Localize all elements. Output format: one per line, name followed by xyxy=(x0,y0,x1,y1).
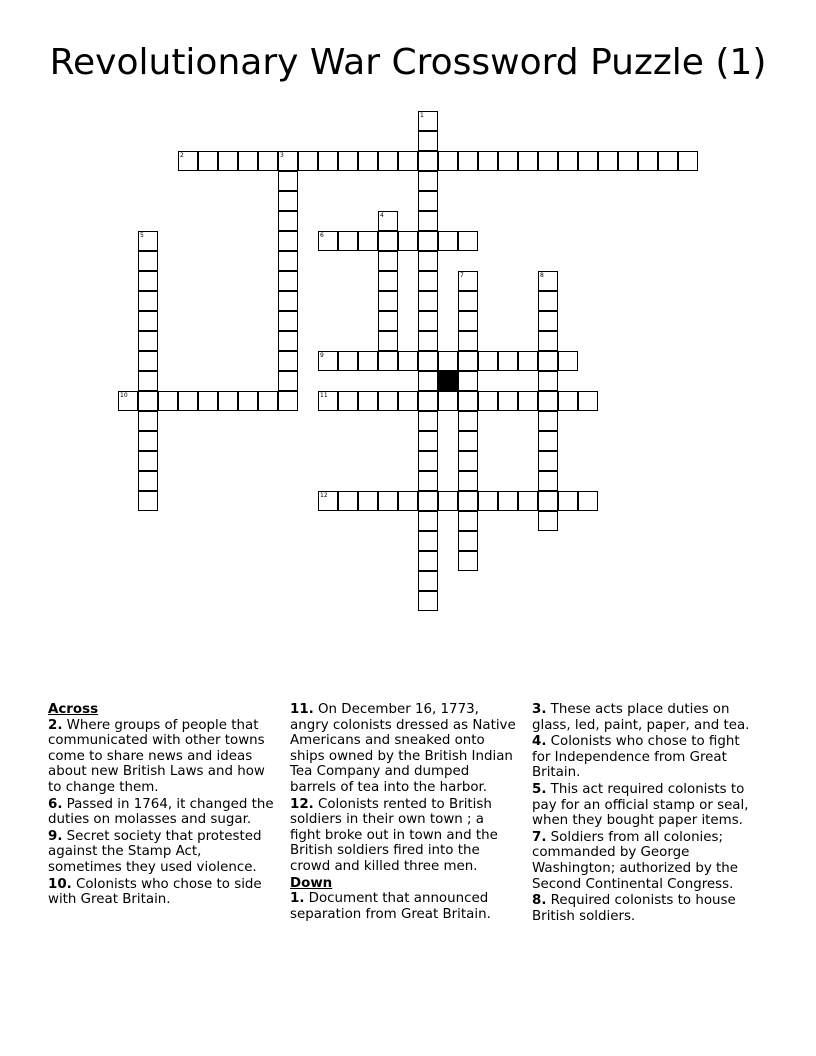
crossword-cell[interactable] xyxy=(418,231,438,251)
crossword-cell[interactable] xyxy=(578,151,598,171)
crossword-cell[interactable] xyxy=(418,171,438,191)
crossword-cell[interactable] xyxy=(478,151,498,171)
clue-across-12 xyxy=(290,797,518,875)
crossword-cell[interactable] xyxy=(458,371,478,391)
crossword-cell[interactable] xyxy=(278,351,298,371)
clue-text: Document that announced separation from Great Britain. xyxy=(290,891,491,922)
crossword-cell[interactable] xyxy=(338,491,358,511)
crossword-cell[interactable] xyxy=(418,571,438,591)
crossword-cell[interactable] xyxy=(438,391,458,411)
crossword-cell[interactable] xyxy=(678,151,698,171)
clue-text: Colonists who chose to side with Great Britain. xyxy=(48,876,262,908)
clue-text: Required colonists to house British soldiers. xyxy=(532,893,736,924)
crossword-cell[interactable] xyxy=(198,151,218,171)
crossword-cell[interactable] xyxy=(358,391,378,411)
crossword-cell[interactable] xyxy=(498,391,518,411)
crossword-cell[interactable] xyxy=(238,391,258,411)
crossword-cell[interactable] xyxy=(418,511,438,531)
clue-number: 4. xyxy=(532,734,547,750)
crossword-cell[interactable] xyxy=(378,331,398,351)
crossword-cell[interactable] xyxy=(278,391,298,411)
crossword-cell[interactable] xyxy=(418,131,438,151)
crossword-cell[interactable] xyxy=(558,151,578,171)
crossword-cell[interactable] xyxy=(358,351,378,371)
crossword-cell[interactable] xyxy=(418,111,438,131)
clue-across-11 xyxy=(290,702,518,796)
across-heading: Across xyxy=(48,702,99,717)
clue-text: Passed in 1764, it changed the duties on molasses and sugar. xyxy=(48,796,274,828)
cell-number: 3 xyxy=(280,152,284,159)
crossword-cell[interactable] xyxy=(418,351,438,371)
crossword-cell[interactable] xyxy=(138,411,158,431)
crossword-cell[interactable] xyxy=(518,491,538,511)
crossword-cell[interactable] xyxy=(458,431,478,451)
crossword-cell[interactable] xyxy=(658,151,678,171)
crossword-cell[interactable] xyxy=(418,271,438,291)
crossword-cell[interactable] xyxy=(458,551,478,571)
crossword-cell[interactable] xyxy=(398,151,418,171)
crossword-cell[interactable] xyxy=(418,411,438,431)
clue-number: 11. xyxy=(290,702,314,717)
crossword-cell[interactable] xyxy=(498,151,518,171)
cell-number: 12 xyxy=(320,492,328,499)
cell-number: 4 xyxy=(380,212,384,219)
crossword-cell[interactable] xyxy=(138,491,158,511)
crossword-cell[interactable] xyxy=(378,211,398,231)
crossword-cell[interactable] xyxy=(538,411,558,431)
clue-number: 12. xyxy=(290,796,314,812)
crossword-cell[interactable] xyxy=(138,231,158,251)
cell-number: 7 xyxy=(460,272,464,279)
crossword-cell[interactable] xyxy=(258,151,278,171)
crossword-cell[interactable] xyxy=(458,351,478,371)
crossword-cell[interactable] xyxy=(118,391,138,411)
black-cell xyxy=(438,371,458,391)
clue-number: 6. xyxy=(48,796,63,812)
crossword-cell[interactable] xyxy=(438,491,458,511)
crossword-cell[interactable] xyxy=(458,411,478,431)
crossword-cell[interactable] xyxy=(138,351,158,371)
crossword-cell[interactable] xyxy=(538,491,558,511)
crossword-cell[interactable] xyxy=(438,231,458,251)
clue-across-6 xyxy=(48,797,276,828)
crossword-cell[interactable] xyxy=(418,311,438,331)
crossword-cell[interactable] xyxy=(418,371,438,391)
cell-number: 2 xyxy=(180,152,184,159)
clues-column-1 xyxy=(48,702,276,909)
crossword-cell[interactable] xyxy=(218,151,238,171)
cell-number: 9 xyxy=(320,352,324,359)
cell-number: 5 xyxy=(140,232,144,239)
crossword-cell[interactable] xyxy=(538,451,558,471)
clue-down-1 xyxy=(290,891,518,922)
crossword-cell[interactable] xyxy=(418,491,438,511)
crossword-cell[interactable] xyxy=(578,491,598,511)
clue-number: 8. xyxy=(532,893,547,909)
crossword-cell[interactable] xyxy=(538,511,558,531)
crossword-cell[interactable] xyxy=(378,151,398,171)
clue-number: 7. xyxy=(532,829,547,845)
crossword-cell[interactable] xyxy=(378,271,398,291)
clue-across-9 xyxy=(48,829,276,876)
cell-number: 1 xyxy=(420,112,424,119)
clue-text: Secret society that protested against the Stamp Act, sometimes they used violence. xyxy=(48,828,262,875)
crossword-cell[interactable] xyxy=(158,391,178,411)
crossword-cell[interactable] xyxy=(138,271,158,291)
crossword-cell[interactable] xyxy=(218,391,238,411)
crossword-cell[interactable] xyxy=(418,391,438,411)
crossword-cell[interactable] xyxy=(278,211,298,231)
crossword-cell[interactable] xyxy=(138,451,158,471)
crossword-cell[interactable] xyxy=(458,471,478,491)
clue-text: On December 16, 1773, angry colonists dressed as Native Americans and sneaked onto ships owned by the British Indian Tea Company and dumped barrels of tea into the harbor. xyxy=(290,702,516,795)
cell-number: 6 xyxy=(320,232,324,239)
crossword-cell[interactable] xyxy=(138,391,158,411)
clue-text: This act required colonists to pay for an official stamp or seal, when they bought paper items. xyxy=(532,781,749,829)
clue-number: 5. xyxy=(532,781,547,797)
crossword-cell[interactable] xyxy=(178,391,198,411)
clue-number: 3. xyxy=(532,702,547,717)
crossword-cell[interactable] xyxy=(558,351,578,371)
crossword-cell[interactable] xyxy=(138,311,158,331)
crossword-cell[interactable] xyxy=(458,511,478,531)
crossword-cell[interactable] xyxy=(538,471,558,491)
crossword-cell[interactable] xyxy=(398,491,418,511)
crossword-cell[interactable] xyxy=(418,531,438,551)
crossword-cell[interactable] xyxy=(458,151,478,171)
crossword-cell[interactable] xyxy=(418,331,438,351)
crossword-cell[interactable] xyxy=(398,391,418,411)
crossword-cell[interactable] xyxy=(418,151,438,171)
clue-text: Colonists rented to British soldiers in their own town ; a fight broke out in town and the British soldiers fired into the crowd and killed three men. xyxy=(290,796,498,874)
crossword-cell[interactable] xyxy=(518,391,538,411)
crossword-cell[interactable] xyxy=(138,331,158,351)
crossword-cell[interactable] xyxy=(178,151,198,171)
crossword-cell[interactable] xyxy=(538,271,558,291)
crossword-cell[interactable] xyxy=(498,491,518,511)
crossword-cell[interactable] xyxy=(458,531,478,551)
crossword-cell[interactable] xyxy=(418,471,438,491)
clue-number: 9. xyxy=(48,828,63,844)
crossword-cell[interactable] xyxy=(538,331,558,351)
crossword-cell[interactable] xyxy=(578,391,598,411)
crossword-cell[interactable] xyxy=(338,391,358,411)
crossword-cell[interactable] xyxy=(538,311,558,331)
crossword-cell[interactable] xyxy=(458,311,478,331)
clue-down-8 xyxy=(532,893,760,924)
clue-number: 1. xyxy=(290,891,305,907)
clue-text: Soldiers from all colonies; commanded by George Washington; authorized by the Second Continental Congress. xyxy=(532,829,738,892)
crossword-cell[interactable] xyxy=(418,291,438,311)
clue-text: Colonists who chose to fight for Independence from Great Britain. xyxy=(532,734,740,781)
crossword-cell[interactable] xyxy=(318,351,338,371)
down-heading: Down xyxy=(290,875,333,891)
clue-down-3 xyxy=(532,702,760,733)
clue-across-10 xyxy=(48,877,276,908)
crossword-cell[interactable] xyxy=(138,431,158,451)
clue-text: These acts place duties on glass, led, paint, paper, and tea. xyxy=(532,702,750,733)
crossword-cell[interactable] xyxy=(458,291,478,311)
crossword-cell[interactable] xyxy=(138,471,158,491)
crossword-cell[interactable] xyxy=(338,151,358,171)
crossword-cell[interactable] xyxy=(538,391,558,411)
crossword-cell[interactable] xyxy=(298,151,318,171)
crossword-cell[interactable] xyxy=(318,231,338,251)
crossword-cell[interactable] xyxy=(458,451,478,471)
crossword-cell[interactable] xyxy=(478,351,498,371)
crossword-cell[interactable] xyxy=(538,291,558,311)
crossword-cell[interactable] xyxy=(358,231,378,251)
crossword-cell[interactable] xyxy=(458,271,478,291)
clues-column-2 xyxy=(290,702,518,923)
crossword-cell[interactable] xyxy=(278,171,298,191)
crossword-cell[interactable] xyxy=(458,231,478,251)
crossword-cell[interactable] xyxy=(138,251,158,271)
crossword-cell[interactable] xyxy=(518,351,538,371)
crossword-cell[interactable] xyxy=(538,371,558,391)
crossword-cell[interactable] xyxy=(278,291,298,311)
crossword-cell[interactable] xyxy=(438,151,458,171)
crossword-cell[interactable] xyxy=(358,151,378,171)
cell-number: 11 xyxy=(320,392,328,399)
crossword-cell[interactable] xyxy=(378,351,398,371)
crossword-cell[interactable] xyxy=(418,451,438,471)
clue-across-2 xyxy=(48,718,276,796)
crossword-cell[interactable] xyxy=(478,391,498,411)
crossword-cell[interactable] xyxy=(398,351,418,371)
cell-number: 8 xyxy=(540,272,544,279)
crossword-cell[interactable] xyxy=(418,191,438,211)
crossword-cell[interactable] xyxy=(278,311,298,331)
crossword-cell[interactable] xyxy=(378,231,398,251)
crossword-cell[interactable] xyxy=(418,431,438,451)
crossword-cell[interactable] xyxy=(318,151,338,171)
clue-down-7 xyxy=(532,830,760,892)
crossword-cell[interactable] xyxy=(358,491,378,511)
crossword-cell[interactable] xyxy=(338,231,358,251)
crossword-cell[interactable] xyxy=(278,271,298,291)
crossword-cell[interactable] xyxy=(458,331,478,351)
crossword-cell[interactable] xyxy=(598,151,618,171)
crossword-cell[interactable] xyxy=(418,251,438,271)
crossword-cell[interactable] xyxy=(378,391,398,411)
crossword-cell[interactable] xyxy=(278,331,298,351)
crossword-cell[interactable] xyxy=(498,351,518,371)
crossword-cell[interactable] xyxy=(278,371,298,391)
clue-down-4 xyxy=(532,734,760,781)
crossword-cell[interactable] xyxy=(438,351,458,371)
clue-down-5 xyxy=(532,782,760,829)
crossword-cell[interactable] xyxy=(278,231,298,251)
crossword-cell[interactable] xyxy=(318,491,338,511)
crossword-cell[interactable] xyxy=(378,311,398,331)
page-title: Revolutionary War Crossword Puzzle (1) xyxy=(49,42,767,83)
crossword-cell[interactable] xyxy=(558,391,578,411)
crossword-cell[interactable] xyxy=(538,151,558,171)
crossword-cell[interactable] xyxy=(138,371,158,391)
crossword-cell[interactable] xyxy=(638,151,658,171)
crossword-cell[interactable] xyxy=(238,151,258,171)
crossword-cell[interactable] xyxy=(418,551,438,571)
crossword-cell[interactable] xyxy=(278,191,298,211)
crossword-cell[interactable] xyxy=(458,491,478,511)
clue-number: 10. xyxy=(48,876,72,892)
crossword-cell[interactable] xyxy=(618,151,638,171)
crossword-cell[interactable] xyxy=(538,431,558,451)
crossword-cell[interactable] xyxy=(558,491,578,511)
crossword-cell[interactable] xyxy=(538,351,558,371)
crossword-cell[interactable] xyxy=(318,391,338,411)
crossword-cell[interactable] xyxy=(278,251,298,271)
crossword-cell[interactable] xyxy=(478,491,498,511)
crossword-cell[interactable] xyxy=(338,351,358,371)
crossword-cell[interactable] xyxy=(398,231,418,251)
crossword-cell[interactable] xyxy=(138,291,158,311)
crossword-cell[interactable] xyxy=(418,211,438,231)
crossword-cell[interactable] xyxy=(378,491,398,511)
crossword-cell[interactable] xyxy=(198,391,218,411)
crossword-cell[interactable] xyxy=(378,251,398,271)
clues-column-3 xyxy=(532,702,760,925)
clue-number: 2. xyxy=(48,717,63,733)
crossword-cell[interactable] xyxy=(258,391,278,411)
crossword-cell[interactable] xyxy=(518,151,538,171)
cell-number: 10 xyxy=(120,392,128,399)
crossword-cell[interactable] xyxy=(458,391,478,411)
crossword-cell[interactable] xyxy=(418,591,438,611)
clue-text: Where groups of people that communicated with other towns come to share news and ideas about new British Laws and how to change them. xyxy=(48,717,265,795)
crossword-cell[interactable] xyxy=(278,151,298,171)
crossword-cell[interactable] xyxy=(378,291,398,311)
